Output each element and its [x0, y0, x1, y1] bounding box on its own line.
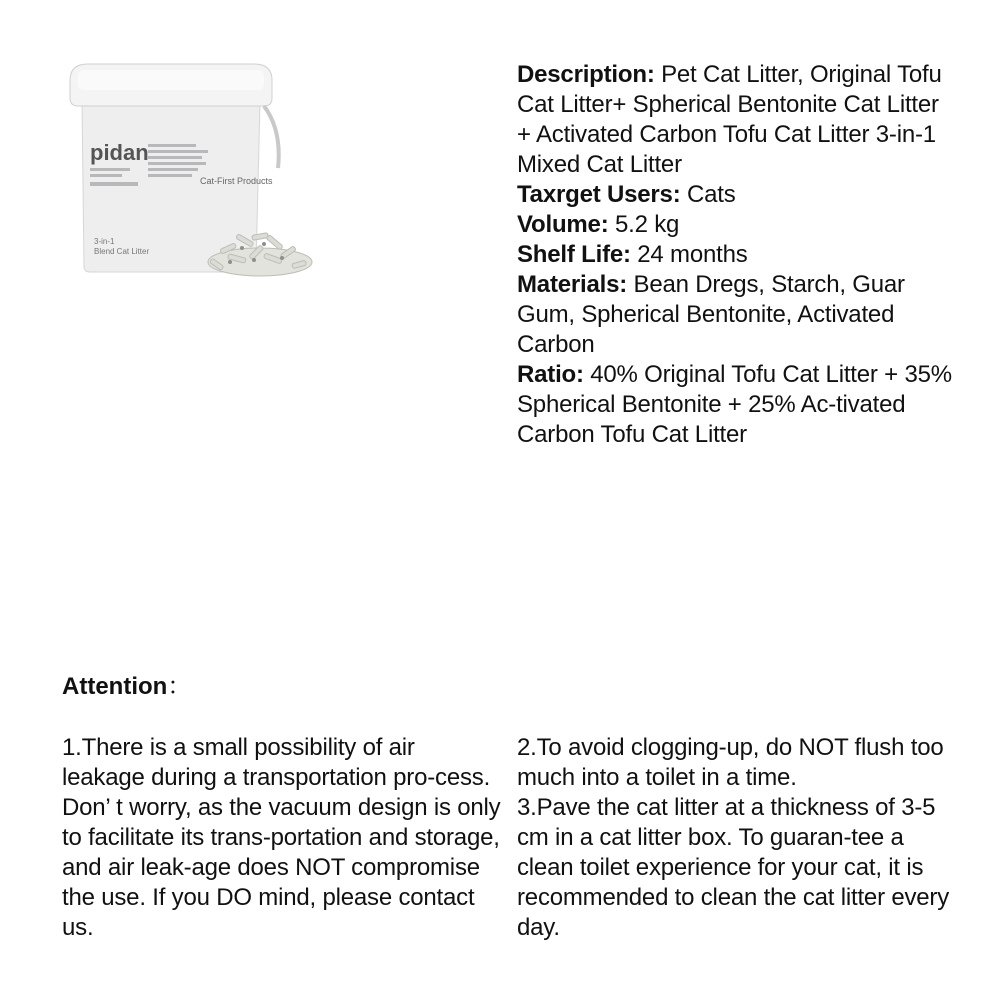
bucket-product-line2: Blend Cat Litter [94, 247, 150, 256]
bucket-product-line1: 3-in-1 [94, 237, 115, 246]
spec-materials [517, 270, 957, 360]
spec-volume [517, 210, 957, 240]
spec-target-users [517, 180, 957, 210]
spec-label: Materials: [517, 271, 628, 298]
spec-value: 5.2 kg [608, 211, 680, 238]
spec-ratio [517, 360, 957, 450]
spec-value: Pet Cat Litter, Original Tofu Cat Litter+ Spherical Bentonite Cat Litter + Activated Carbon Tofu Cat Litter 3-in-1 Mixed Cat Litter [517, 61, 942, 178]
attention-heading [62, 672, 191, 702]
brand-logo: pidan [90, 140, 149, 165]
spec-label: Ratio: [517, 361, 584, 388]
bucket-side-text: Cat-First Products [200, 176, 273, 186]
spec-label: Description: [517, 61, 655, 88]
spec-label: Shelf Life: [517, 241, 631, 268]
attention-notes-2-3 [517, 733, 957, 943]
spec-label: Taxrget Users: [517, 181, 681, 208]
spec-label: Volume: [517, 211, 609, 238]
cat-litter-bucket-icon [60, 50, 320, 290]
spec-value: Bean Dregs, Starch, Guar Gum, Spherical Bentonite, Activated Carbon [517, 271, 905, 358]
note-text: 3.Pave the cat litter at a thickness of 3-5 cm in a cat litter box. To guaran-tee a clean toilet experience for your cat, it is recommended to clean the cat litter every day. [517, 794, 950, 941]
spec-value: Cats [680, 181, 736, 208]
note-text: 1.There is a small possibility of air leakage during a transportation pro-cess. Don’ t worry, as the vacuum design is only to facilitate its trans-portation and storage, and air leak-age does NOT compromise the use. If you DO mind, please contact us. [62, 734, 501, 941]
note-text: 2.To avoid clogging-up, do NOT flush too much into a toilet in a time. [517, 734, 944, 791]
spec-shelf-life [517, 240, 957, 270]
spec-value: 24 months [630, 241, 748, 268]
attention-colon: ： [167, 673, 192, 700]
spec-value: 40% Original Tofu Cat Litter + 35% Spherical Bentonite + 25% Ac-tivated Carbon Tofu Cat Litter [517, 361, 952, 448]
product-image [60, 50, 320, 290]
attention-title: Attention [62, 673, 168, 700]
attention-note-1 [62, 733, 502, 943]
product-specs [517, 60, 957, 450]
spec-description [517, 60, 957, 180]
